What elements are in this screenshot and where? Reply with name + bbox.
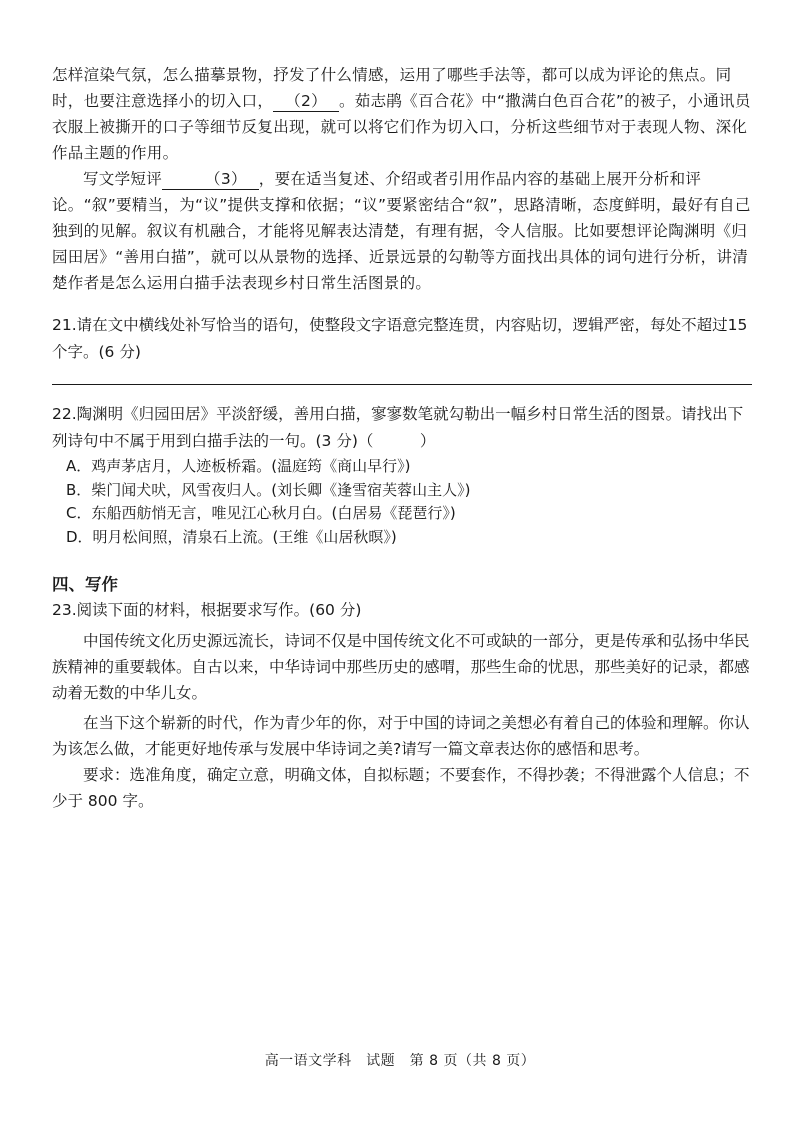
material-paragraph-2: 在当下这个崭新的时代，作为青少年的你，对于中国的诗词之美想必有着自己的体验和理解。你认为该怎么做，才能更好地传承与发展中华诗词之美?请写一篇文章表达你的感悟和思考。 xyxy=(52,714,750,758)
answer-line xyxy=(52,384,752,385)
passage-paragraph-1 xyxy=(52,62,752,166)
passage-p2-after: ，要在适当复述、介绍或者引用作品内容的基础上展开分析和评论。“叙”要精当，为“议”提供支撑和依据；“议”要紧密结合“叙”，思路清晰，态度鲜明，最好有自己独到的见解。叙议有机融合，才能将见解表达清楚，有理有据，令人信服。比如要想评论陶渊明《归园田居》“善用白描”，就可以从景物的选择、近景远景的勾勒等方面找出具体的词句进行分析，讲清楚作者是怎么运用白描手法表现乡村日常生活图景的。 xyxy=(52,170,751,292)
option-a: A．鸡声茅店月，人迹板桥霜。(温庭筠《商山早行》) xyxy=(66,457,411,475)
option-c: C．东船西舫悄无言，唯见江心秋月白。(白居易《琵琶行》) xyxy=(66,504,456,522)
question-23: 23.阅读下面的材料，根据要求写作。(60 分) xyxy=(52,601,362,619)
passage-p1-before: 怎样渲染气氛，怎么描摹景物，抒发了什么情感，运用了哪些手法等，都可以成为评论的焦点。同时，也要注意选择小的切入口， xyxy=(52,66,732,110)
question-21: 21.请在文中横线处补写恰当的语句，使整段文字语意完整连贯，内容贴切，逻辑严密，每处不超过15 个字。(6 分) xyxy=(52,316,748,361)
option-b: B．柴门闻犬吠，风雪夜归人。(刘长卿《逢雪宿芙蓉山主人》) xyxy=(66,480,471,499)
material-paragraph-1: 中国传统文化历史源远流长，诗词不仅是中国传统文化不可或缺的一部分，更是传承和弘扬中华民族精神的重要载体。自古以来，中华诗词中那些历史的感喟，那些生命的忧思，那些美好的记录，都感动着无数的中华儿女。 xyxy=(52,632,750,702)
passage-p2-before: 写文学短评 xyxy=(83,170,163,188)
question-22-options xyxy=(52,455,752,549)
exam-page xyxy=(52,62,752,814)
writing-requirement: 要求：选准角度，确定立意，明确文体，自拟标题；不要套作，不得抄袭；不得泄露个人信息；不少于 800 字。 xyxy=(52,766,750,810)
blank-3: （3） xyxy=(162,169,259,190)
page-footer: 高一语文学科 试题 第 8 页（共 8 页） xyxy=(264,1053,536,1069)
blank-2: （2） xyxy=(273,91,339,112)
passage-paragraph-2 xyxy=(52,166,752,296)
section-heading-writing: 四、写作 xyxy=(52,575,118,594)
question-22: 22.陶渊明《归园田居》平淡舒缓，善用白描，寥寥数笔就勾勒出一幅乡村日常生活的图景。请找出下列诗句中不属于用到白描手法的一句。(3 分)（ ） xyxy=(52,405,744,450)
passage-p1-after: 。茹志鹃《百合花》中“撒满白色百合花”的被子，小通讯员衣服上被撕开的口子等细节反复出现，就可以将它们作为切入口，分析这些细节对于表现人物、深化作品主题的作用。 xyxy=(52,92,751,162)
option-d: D．明月松间照，清泉石上流。(王维《山居秋暝》) xyxy=(66,527,397,546)
